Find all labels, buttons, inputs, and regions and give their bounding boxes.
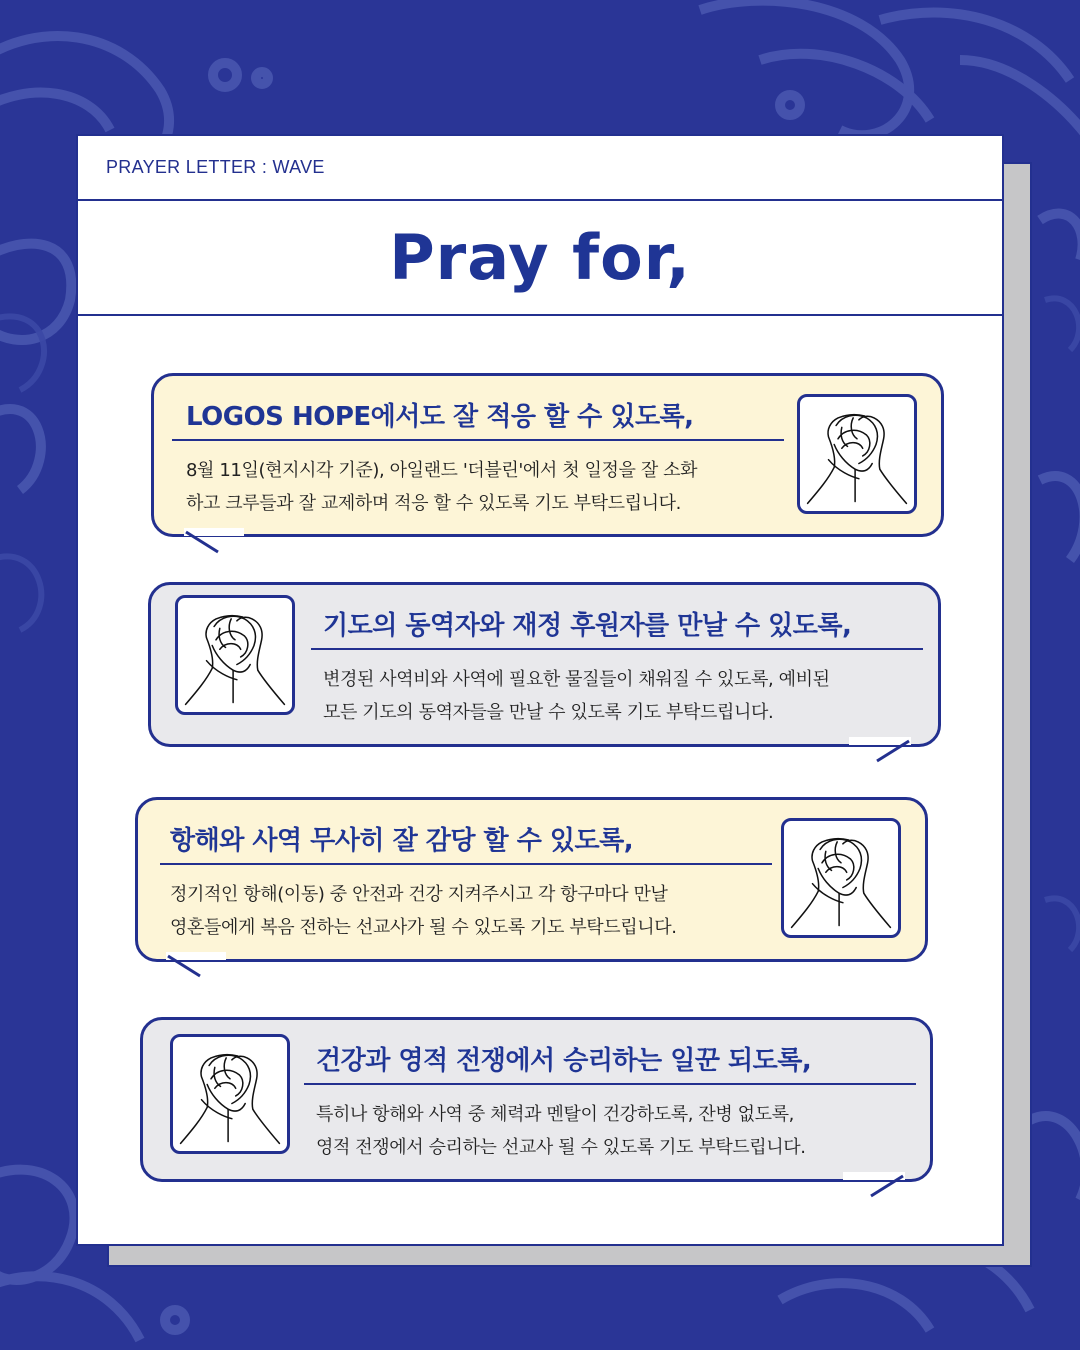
card-header <box>78 136 1002 201</box>
prayer-body-line: 변경된 사역비와 사역에 필요한 물질들이 채워질 수 있도록, 예비된 <box>323 669 830 690</box>
speech-tail <box>843 1172 913 1202</box>
prayer-divider <box>311 648 923 650</box>
prayer-divider <box>304 1083 916 1085</box>
speech-tail <box>849 737 919 767</box>
prayer-body-line: 특히나 항해와 사역 중 체력과 멘탈이 건강하도록, 잔병 없도록, <box>316 1104 794 1125</box>
prayer-divider <box>160 863 772 865</box>
prayer-divider <box>172 439 784 441</box>
prayer-heading: 기도의 동역자와 재정 후원자를 만날 수 있도록, <box>323 611 852 641</box>
title-row <box>78 201 1002 316</box>
header-label: PRAYER LETTER : WAVE <box>106 157 325 177</box>
prayer-item-1 <box>151 373 944 537</box>
prayer-body-line: 영적 전쟁에서 승리하는 선교사 될 수 있도록 기도 부탁드립니다. <box>316 1137 806 1158</box>
prayer-body-line: 8월 11일(현지시각 기준), 아일랜드 '더블린'에서 첫 일정을 잘 소화 <box>186 460 698 481</box>
speech-tail <box>158 952 228 982</box>
prayer-item-4 <box>140 1017 933 1182</box>
prayer-body-line: 영혼들에게 복음 전하는 선교사가 될 수 있도록 기도 부탁드립니다. <box>170 917 677 938</box>
prayer-body-line: 모든 기도의 동역자들을 만날 수 있도록 기도 부탁드립니다. <box>323 702 774 723</box>
praying-hands-icon <box>175 595 295 715</box>
praying-hands-icon <box>170 1034 290 1154</box>
speech-tail <box>176 528 246 558</box>
prayer-body <box>186 454 786 520</box>
page-title: Pray for, <box>389 221 691 294</box>
prayer-body <box>323 663 923 729</box>
prayer-item-3 <box>135 797 928 962</box>
prayer-body <box>170 878 770 944</box>
prayer-heading: 건강과 영적 전쟁에서 승리하는 일꾼 되도록, <box>316 1046 812 1076</box>
prayer-body-line: 정기적인 항해(이동) 중 안전과 건강 지켜주시고 각 항구마다 만날 <box>170 884 668 905</box>
praying-hands-icon <box>781 818 901 938</box>
prayer-item-2 <box>148 582 941 747</box>
praying-hands-icon <box>797 394 917 514</box>
prayer-body <box>316 1098 916 1164</box>
prayer-body-line: 하고 크루들과 잘 교제하며 적응 할 수 있도록 기도 부탁드립니다. <box>186 493 681 514</box>
prayer-heading: LOGOS HOPE에서도 잘 적응 할 수 있도록, <box>186 402 694 432</box>
prayer-heading: 항해와 사역 무사히 잘 감당 할 수 있도록, <box>170 826 634 856</box>
